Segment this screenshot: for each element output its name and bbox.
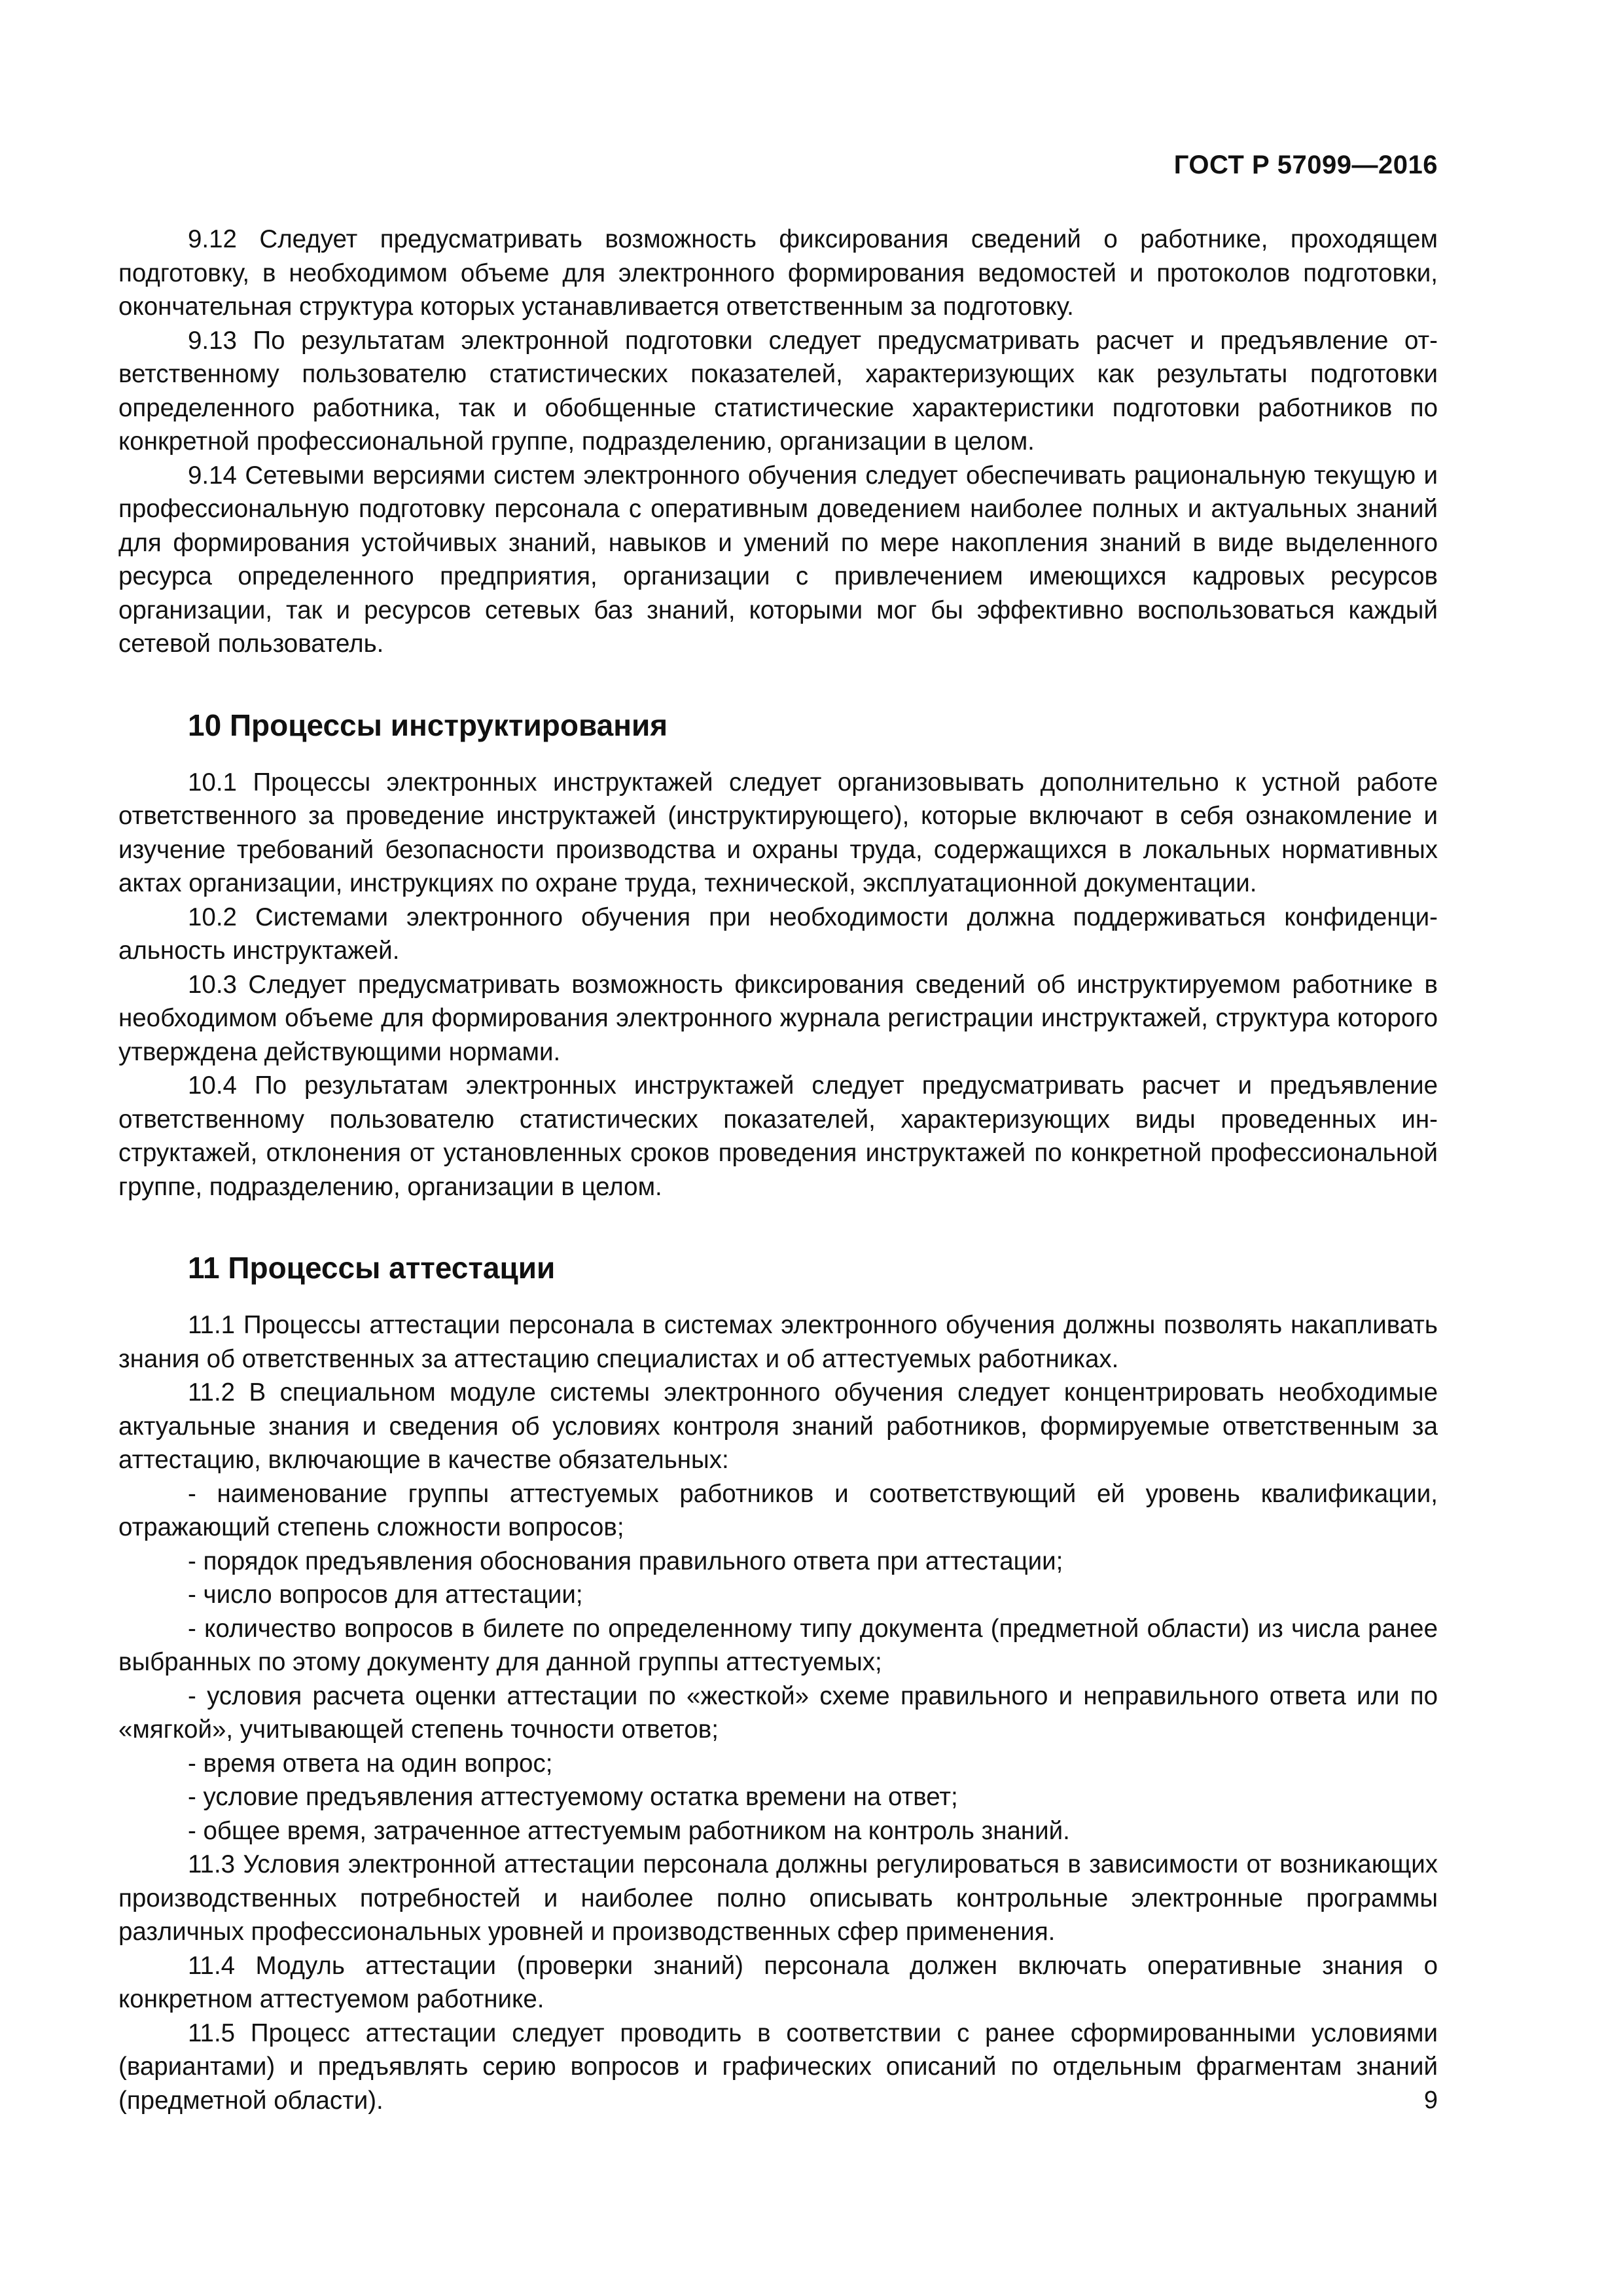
standard-designation: ГОСТ Р 57099—2016 xyxy=(1173,151,1438,179)
list-item: - условия расчета оценки аттестации по «жесткой» схеме правильного и неправильного ответа или по «мягкой», учитывающей степень точности ответов; xyxy=(118,1681,1438,1744)
list-item: - порядок предъявления обоснования правильного ответа при аттестации; xyxy=(188,1547,1063,1575)
paragraph-9-12: 9.12 Следует предусматривать возможность фиксирования сведений о работнике, проходящем подготовку, в необходимом объеме для электронного формирования ведомостей и протоколов подготовки, окончательная структура которых устанавливается ответственным за подготовку. xyxy=(118,225,1438,321)
list-item: - общее время, затраченное аттестуемым работником на контроль знаний. xyxy=(188,1816,1070,1845)
page-number: 9 xyxy=(1423,2087,1438,2114)
paragraph-10-2: 10.2 Системами электронного обучения при необходимости должна поддерживаться конфиденциальность инструктажей. xyxy=(118,903,1438,965)
paragraph-11-4: 11.4 Модуль аттестации (проверки знаний) персонала должен включать оперативные знания о конкретном аттестуемом работнике. xyxy=(118,1951,1438,2013)
paragraph-10-3: 10.3 Следует предусматривать возможность фиксирования сведений об инструктируемом работнике в необходимом объеме для формирования электронного журнала регистрации инструктажей, структура которого утверждена действующими нормами. xyxy=(118,970,1438,1066)
section-10-heading: 10 Процессы инструктирования xyxy=(188,708,668,742)
paragraph-11-1: 11.1 Процессы аттестации персонала в системах электронного обучения должны позволять накапливать знания об ответственных за аттестацию специалистах и об аттестуемых работниках. xyxy=(118,1311,1438,1373)
section-11-heading: 11 Процессы аттестации xyxy=(188,1251,556,1285)
list-item: - время ответа на один вопрос; xyxy=(188,1749,553,1778)
list-item: - наименование группы аттестуемых работников и соответствующий ей уровень квалификации, отражающий степень сложности вопросов; xyxy=(118,1479,1438,1541)
list-item: - число вопросов для аттестации; xyxy=(188,1581,583,1609)
paragraph-10-1: 10.1 Процессы электронных инструктажей следует организовывать дополнительно к устной работе ответственного за проведение инструктажей (инструктирующего), которые включают в себя ознакомление и изучение требований безопасности производства и охраны труда, содержащихся в локальных нормативных актах организации, инструкциях по охране труда, технической, эксплуатационной документации. xyxy=(118,768,1438,897)
paragraph-11-2: 11.2 В специальном модуле системы электронного обучения следует концентрировать необходимые актуальные знания и сведения об условиях контроля знаний работников, формируемые ответственным за аттестацию, включающие в качестве обязательных: xyxy=(118,1378,1438,1474)
attestation-requirements-list xyxy=(118,1477,1438,1848)
paragraph-9-14: 9.14 Сетевыми версиями систем электронного обучения следует обеспечивать рациональную текущую и профессиональную подготовку персонала с оперативным доведением наиболее полных и актуальных знаний для формирования устойчивых знаний, навыков и умений по мере накопления знаний в виде выделенного ресурса определенного предприятия, организации с привлечением имеющихся кадровых ресурсов организации, так и ресурсов сетевых баз знаний, которыми мог бы эффективно воспользоваться каждый сетевой пользователь. xyxy=(118,461,1438,658)
page-body xyxy=(118,223,1438,2117)
paragraph-11-5: 11.5 Процесс аттестации следует проводить в соответствии с ранее сформированными условиями (вариантами) и предъявлять серию вопросов и графических описаний по отдельным фрагментам знаний (предметной области). xyxy=(118,2018,1438,2115)
list-item: - условие предъявления аттестуемому остатка времени на ответ; xyxy=(188,1783,958,1811)
paragraph-9-13: 9.13 По результатам электронной подготовки следует предусматривать расчет и предъявление ответственному пользователю статистических показателей, характеризующих как результаты подготовки определенного работника, так и обобщенные статистические характеристики подготовки работников по конкретной профессиональной группе, подразделению, организации в целом. xyxy=(118,326,1438,456)
paragraph-11-3: 11.3 Условия электронной аттестации персонала должны регулироваться в зависимости от возникающих производственных потребностей и наиболее полно описывать контрольные электронные программы различных профессиональных уровней и производственных сфер применения. xyxy=(118,1850,1438,1946)
paragraph-10-4: 10.4 По результатам электронных инструктажей следует предусматривать расчет и предъявление ответственному пользователю статистических показателей, характеризующих виды проведенных инструктажей, отклонения от установленных сроков проведения инструктажей по конкретной профессиональной группе, подразделению, организации в целом. xyxy=(118,1071,1438,1201)
list-item: - количество вопросов в билете по определенному типу документа (предметной области) из числа ранее выбранных по этому документу для данной группы аттестуемых; xyxy=(118,1614,1438,1676)
